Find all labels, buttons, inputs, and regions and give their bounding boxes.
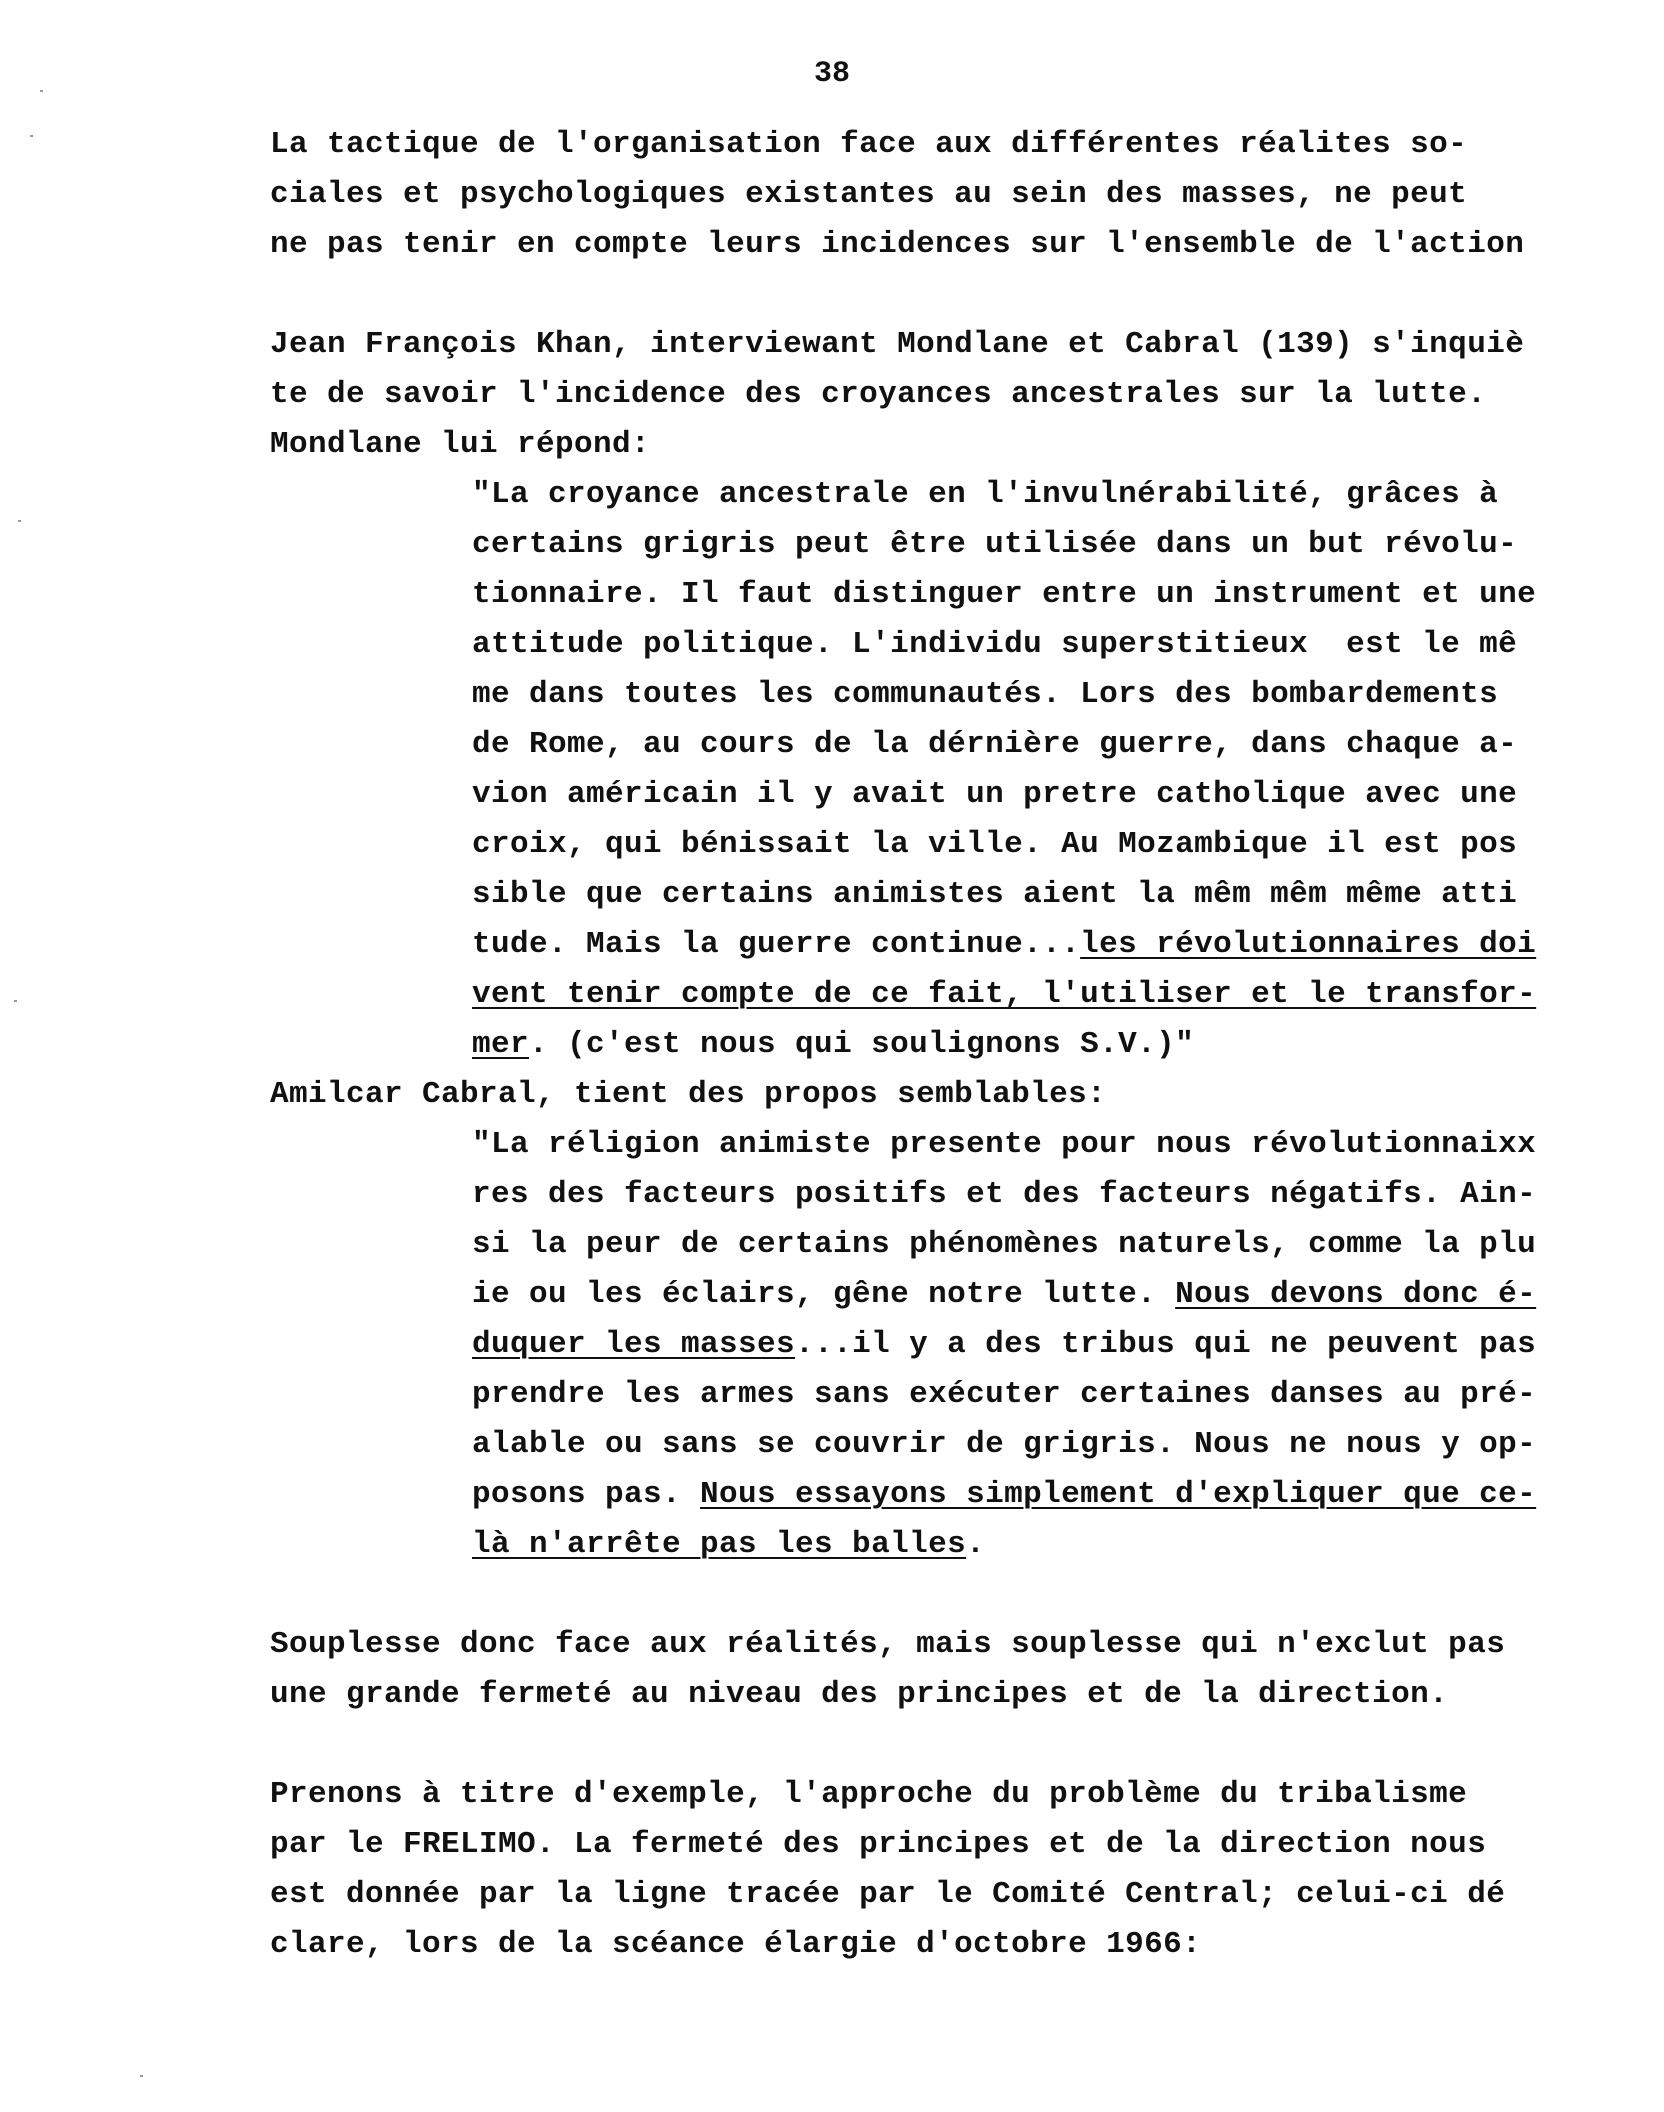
underlined-emphasis: là n'arrête pas les balles: [472, 1527, 967, 1562]
quote-line: [472, 1270, 1536, 1320]
body-line: ne pas tenir en compte leurs incidences sur l'ensemble de l'action: [270, 227, 1525, 262]
quote-text: ...il y a des tribus qui ne peuvent pas: [795, 1327, 1537, 1362]
body-line: Jean François Khan, interviewant Mondlane et Cabral (139) s'inquiè: [270, 327, 1525, 362]
quote-line: [472, 920, 1536, 970]
quote-line: "La réligion animiste presente pour nous révolutionnaixx: [472, 1127, 1537, 1162]
quote-line: [472, 1520, 985, 1570]
underlined-emphasis: Nous devons donc é-: [1175, 1277, 1537, 1312]
quote-line: prendre les armes sans exécuter certaines danses au pré-: [472, 1377, 1537, 1412]
quote-line: [472, 1470, 1536, 1520]
quote-line: [472, 970, 1536, 1020]
quote-line: [472, 1320, 1536, 1370]
scan-speck: [14, 1000, 17, 1002]
body-line: ciales et psychologiques existantes au sein des masses, ne peut: [270, 177, 1468, 212]
quote-line: certains grigris peut être utilisée dans un but révolu-: [472, 527, 1518, 562]
quote-line: [472, 1020, 1194, 1070]
quote-text: ie ou les éclairs, gêne notre lutte.: [472, 1277, 1176, 1312]
quote-line: tionnaire. Il faut distinguer entre un instrument et une: [472, 577, 1537, 612]
body-line: La tactique de l'organisation face aux différentes réalites so-: [270, 127, 1468, 162]
scan-speck: [40, 90, 43, 92]
body-line: Souplesse donc face aux réalités, mais souplesse qui n'exclut pas: [270, 1627, 1506, 1662]
body-line: est donnée par la ligne tracée par le Comité Central; celui-ci dé: [270, 1877, 1506, 1912]
body-line: Amilcar Cabral, tient des propos semblables:: [270, 1077, 1107, 1112]
quote-line: sible que certains animistes aient la mêm mêm même atti: [472, 877, 1518, 912]
quote-line: me dans toutes les communautés. Lors des bombardements: [472, 677, 1499, 712]
page-number: 38: [813, 57, 850, 91]
quote-line: de Rome, au cours de la dérnière guerre, dans chaque a-: [472, 727, 1518, 762]
quote-text: .: [966, 1527, 986, 1562]
quote-line: res des facteurs positifs et des facteurs négatifs. Ain-: [472, 1177, 1537, 1212]
scan-speck: [140, 2075, 143, 2077]
quote-line: "La croyance ancestrale en l'invulnérabilité, grâces à: [472, 477, 1499, 512]
body-line: te de savoir l'incidence des croyances ancestrales sur la lutte.: [270, 377, 1487, 412]
body-line: par le FRELIMO. La fermeté des principes et de la direction nous: [270, 1827, 1487, 1862]
quote-line: vion américain il y avait un pretre catholique avec une: [472, 777, 1518, 812]
quote-line: croix, qui bénissait la ville. Au Mozambique il est pos: [472, 827, 1518, 862]
quote-line: si la peur de certains phénomènes naturels, comme la plu: [472, 1227, 1537, 1262]
body-line: une grande fermeté au niveau des principes et de la direction.: [270, 1677, 1449, 1712]
scan-speck: [18, 520, 21, 522]
body-line: Prenons à titre d'exemple, l'approche du problème du tribalisme: [270, 1777, 1468, 1812]
quote-text: posons pas.: [472, 1477, 701, 1512]
underlined-emphasis: les révolutionnaires doi: [1080, 927, 1537, 962]
underlined-emphasis: duquer les masses: [472, 1327, 796, 1362]
quote-line: alable ou sans se couvrir de grigris. Nous ne nous y op-: [472, 1427, 1537, 1462]
underlined-emphasis: mer: [472, 1027, 530, 1062]
body-line: Mondlane lui répond:: [270, 427, 651, 462]
underlined-emphasis: Nous essayons simplement d'expliquer que ce-: [700, 1477, 1537, 1512]
quote-text: . (c'est nous qui soulignons S.V.)": [529, 1027, 1195, 1062]
underlined-emphasis: vent tenir compte de ce fait, l'utiliser et le transfor-: [472, 977, 1537, 1012]
quote-line: attitude politique. L'individu superstitieux est le mê: [472, 627, 1518, 662]
scan-speck: [30, 135, 33, 137]
body-line: clare, lors de la scéance élargie d'octobre 1966:: [270, 1927, 1202, 1962]
quote-text: tude. Mais la guerre continue...: [472, 927, 1081, 962]
